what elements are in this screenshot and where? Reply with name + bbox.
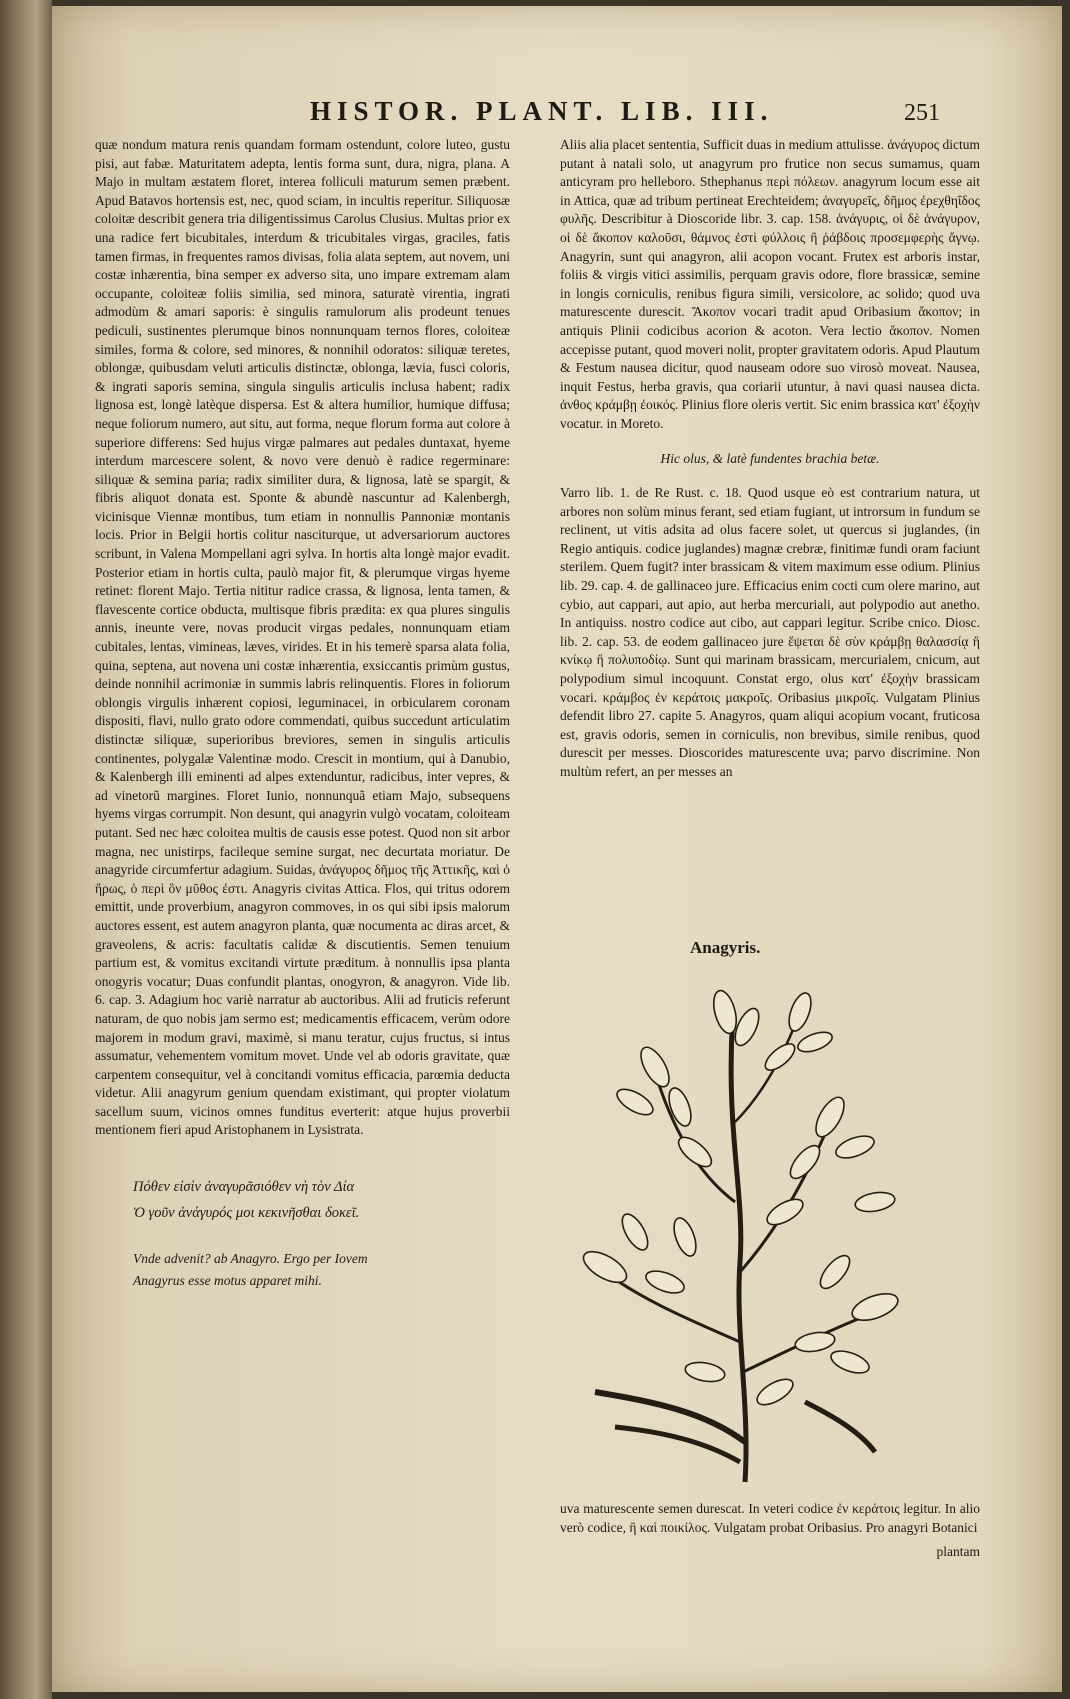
figure-caption: Anagyris. <box>690 938 761 957</box>
greek-verse-line: Πόθεν εἰσὶν ἀναγυρᾶσιόθεν νὴ τὸν Δία <box>133 1179 355 1196</box>
latin-verse-line: Vnde advenit? ab Anagyro. Ergo per Iovem <box>133 1251 368 1267</box>
page-number: 251 <box>904 100 940 126</box>
running-title: HISTOR. PLANT. LIB. III. <box>310 96 774 126</box>
page-header <box>240 96 960 136</box>
book-page-edges <box>0 0 52 1699</box>
anagyris-woodcut-illustration <box>575 972 905 1492</box>
greek-verse <box>95 1174 510 1226</box>
moretum-verse: Hic olus, & latè fundentes brachia betæ. <box>660 450 880 466</box>
latin-verse <box>95 1248 510 1292</box>
right-bottom-paragraph: uva maturescente semen durescat. In veteri codice ἐν κεράτοις legitur. In alio verò codice, ἢ καὶ ποικίλος. Vulgatam probat Oribasius. Pro anagyri Botanici <box>560 1501 980 1535</box>
right-paragraph: Varro lib. 1. de Re Rust. c. 18. Quod usque eò est contrarium natura, ut arbores non solùm minus ferant, sed etiam fugiant, ut introrsum in fundum se reclinent, ut vitis adsita ad olus facere solet, ut quercus si juglandes, (in Regio antiquis. codice juglandes) magnæ crebræ, finitimæ fundi oram faciunt sterilem. Quem fugit? inter brassicam & vitem maximum esse odium. Plinius lib. 29. cap. 4. de gallinaceo jure. Efficacius enim cocti cum olere marino, aut cybio, aut cappari, aut apio, aut herba mercuriali, aut polypodio aut anetho. In antiquiss. nostro codice aut cibo, aut cappari legitur. Scribe cnico. Diosc. lib. 2. cap. 53. de eodem gallinaceo jure ἕψεται δὲ σὺν κράμβῃ θαλασσίᾳ ἢ κνίκῳ ἢ πολυποδίῳ. Sunt qui marinam brassicam, mercurialem, cnicum, aut polypodium simul incoquunt. Constat ergo, olus κατ' ἐξοχὴν brassicam vocari. κράμβος ἐν κεράτοις μακροῖς. Oribasius μικροῖς. Vulgatam Plinius defendit libro 27. capite 5. Anagyros, quam aliqui acopium vocant, fruticosa est, gravis odoris, semen in corniculis, non brevibus, simile renibus, quod durescit per messes. Dioscorides maturescente uva; parvo discrimine. Non multùm refert, an per messes an <box>560 485 980 779</box>
left-paragraph: quæ nondum matura renis quandam formam ostendunt, colore luteo, gustu pisi, aut fabæ. Maturitatem adepta, lentis forma sunt, dura, nigra, plana. A Majo in multam æstatem floret, interea folliculi maturum semen præbent. Apud Batavos hortensis est, nec, quod sciam, in incultis reperitur. Siliquosæ coloitæ describit genera tria diligentissimus Carolus Clusius. Multas prior ex una radice fert bicubitales, interdum & tricubitales virgas, graciles, fatis tamen firmas, in frequentes ramos divisas, folia alata septem, aut novem, uni costæ inhærentia, bina semper ex adverso sita, uno impare extremam alam occupante, coloiteæ foliis similia, sed minora, saturatè virentia, ingrati admodùm & amari saporis: è singulis ramulorum alis prodeunt tenues pediculi, sustinentes plerumque binos nonnunquam ternos flores, coloiteæ similes, forma & colore, sed minores, & nonnihil odoratos: siliquæ teretes, oblongæ, quibusdam veluti articulis distinctæ, oblonga, lævia, fusci coloris, & ingrati saporis semina, singula singulis articulis inclusa habent; radix lignosa est, longè latèque dispersa. Est & altera humilior, humique diffusa; neque foliorum numero, aut situ, aut forma, neque florum forma aut colore à superiore differens: Sed hujus virgæ palmares aut pedales duntaxat, hyeme interdum marcescere solent, & novo vere denuò è radice regerminare: siliquæ & semina paria; radix similiter dura, & lignosa, latè se spargit, & fibris aliquot donata est. Sponte & abundè nascuntur ad Kalenbergh, vicinisque Viennæ montibus, tum etiam in nonnullis Pannoniæ montanis locis. Prior in Belgii hortis colitur nasciturque, ut adversariorum auctores scribunt, in Valena Mompellani agri sylva. In hortis alta longè major evadit. Posterior etiam in hortis culta, paulò major fit, & plerumque virgas hyeme retinet: florent Majo. Tertia nititur radice crassa, & lignosa, lenta tamen, & flavescente cortice obducta, multisque fibris prædita: ex qua plures singulis annis, ineunte vere, novas producit virgas pedales, nonnunquam etiam cubitales, lentas, vimineas, læves, virides. Et in his temerè sparsa alata folia, quina, septena, aut novena uni costæ inhærentia, exsiccantis primùm gustus, deinde nonnihil acrimoniæ in summis labris relinquentis. Flores in foliorum oblongis virgulis inhærent copiosi, leguminacei, in orbicularem coronam dispositi, flavi, nullo grato odore commendati, quibus succedunt articulatim distinctæ siliquæ, superioribus breviores, semen in singulis articulis continentes, polygalæ Valentinæ modo. Crescit in montium, qui à Danubio, & Kalenbergh illi eminenti ad alpes extenduntur, radicibus, inter vepres, & ad vinetorũ margines. Floret Iunio, nonnunquã etiam Majo, subsequens hyems virgas corrumpit. Non desunt, qui anagyrin vulgò vocatam, coloiteam putant. Sed nec hæc coloitea multis de causis esse potest. Quod non sit arbor magna, nec unistirps, facileque semine surgat, nec decurtata moriatur. De anagyride circumfertur adagium. Suidas, ἀνάγυρος δῆμος τῆς Ἀττικῆς, καὶ ὁ ἥρως, ὁ περὶ ὃν μῦθος ἐστι. Anagyris civitas Attica. Flos, qui tritus odorem emittit, unde proverbium, anagyron commoves, in os qui sibi ipsis malorum auctores essent, est autem anagyron planta, quæ nocumenta ac diras arcet, & graveolens, & acris: facultatis calidæ & discutientis. Semen tenuium partium est, & vomitus excitandi virtute præditum. à nonnullis ipsa planta onogyris vocatur; Duas confundit plantas, onogyron, & anagyron. Vide lib. 6. cap. 3. Adagium hoc variè narratur ab auctoribus. Alii ad fruticis referunt naturam, de quo nobis jam sermo est; medicamentis efficacem, verùm odore majorem in modum gravi, maximè, si manu teratur, cujus fructus, si intus assumatur, vehementem vomitum movet. Unde vel ab odoris gravitate, quæ carpentem consequitur, vel à concitandi vomitus efficacia, parœmia deducta videtur. Alii anagyrum genium quendam existimant, qui propter violatum sacellum suum, vicinos omnes funditus everterit: atque hujus proverbii mentionem fieri apud Aristophanem in Lysistrata. <box>95 137 510 1138</box>
right-column-bottom <box>560 1500 980 1568</box>
greek-verse-line: Ὁ γοῦν ἀνάγυρός μοι κεκινῆσθαι δοκεῖ. <box>133 1205 360 1222</box>
right-paragraph: Aliis alia placet sententia, Sufficit duas in medium attulisse. ἀνάγυρος dictum putant à natali solo, ut anagyrum pro frutice non secus sumamus, quam anticyram pro helleboro. Sthephanus περὶ πόλεων. anagyrum locum esse ait in Attica, quæ ad tribum pertineat Erechteidem; ἀναγυρεῖς, δῆμος ἐρεχθηΐδος φυλῆς. Describitur à Dioscoride libr. 3. cap. 158. ἀνάγυρις, οἱ δὲ ἀνάγυρον, οἱ δὲ ἄκοπον καλοῦσι, θάμνος ἐστὶ φύλλοις ἢ ῥάβδοις προσεμφερὴς ἄγνῳ. Anagyrin, sunt qui anagyron, alii acopon vocant. Frutex est arboris instar, foliis & virgis vitici assimilis, perquam gravis odore, flore brassicæ, semine in longis corniculis, renibus figura simili, versicolore, ac solido; quod uva maturescente durescit. Ἄκοπον vocari tradit apud Oribasium ἄκοπον; in antiquis Plinii codicibus acorion & acoton. Vera lectio ἄκοπον. Nomen accepisse putant, quod moveri nolit, propter gravitatem odoris. Apud Plautum & Festum nausea dicitur, quod nauseam odore suo virosò moveat. Nausea, inquit Festus, herba gravis, qua coriarii utuntur, à navi quasi nausea dicta. ἀνθος κράμβῃ ἐοικός. Plinius flore oleris vertit. Sic enim brassica κατ' ἐξοχὴν vocatur. in Moreto. <box>560 137 980 431</box>
left-column <box>95 136 510 1292</box>
catchword: plantam <box>936 1544 980 1560</box>
latin-verse-line: Anagyrus esse motus apparet mihi. <box>133 1273 322 1289</box>
right-column <box>560 136 980 788</box>
